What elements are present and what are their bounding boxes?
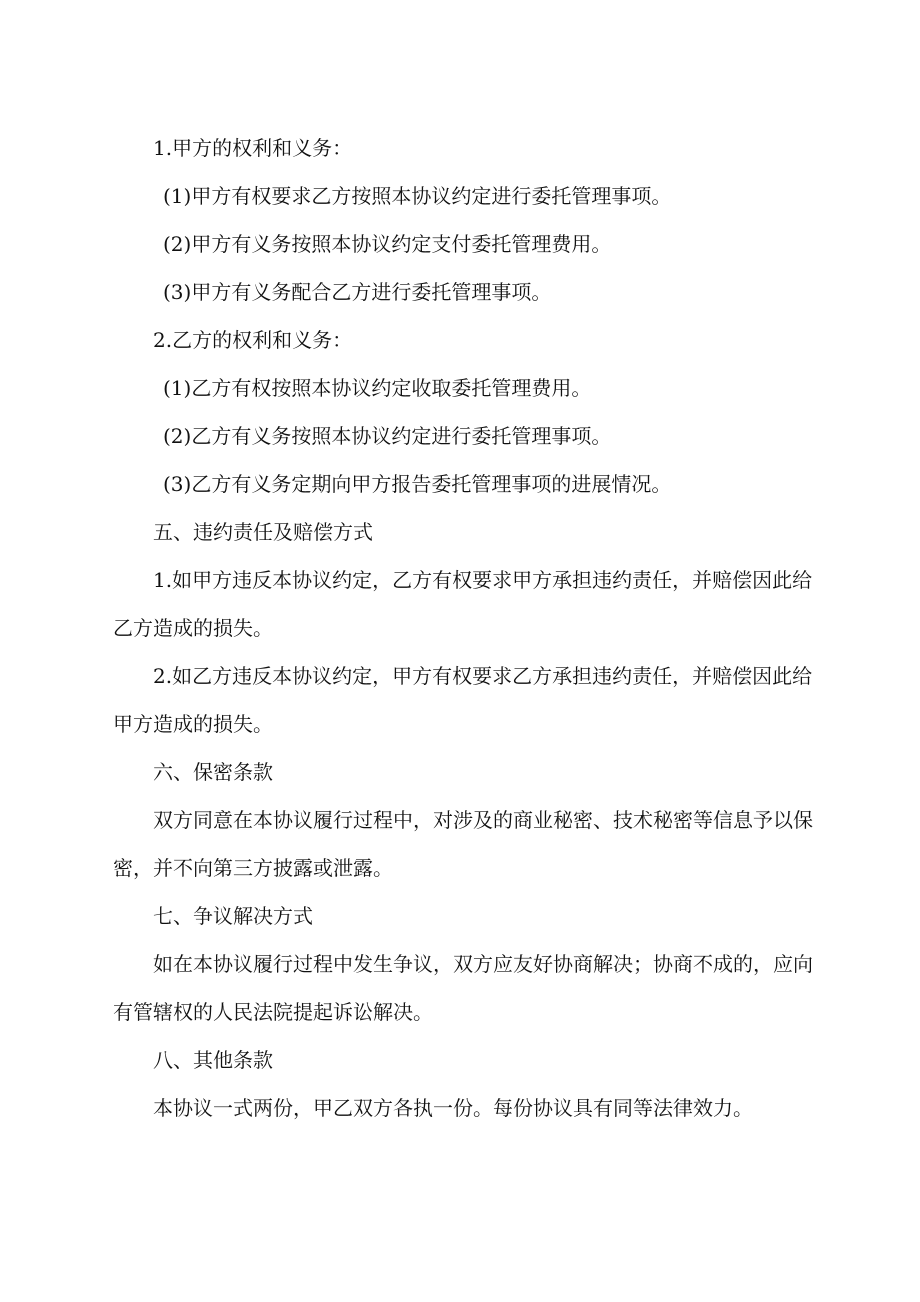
clause-party-b-item-1: (1)乙方有权按照本协议约定收取委托管理费用。 xyxy=(163,376,592,400)
clause-party-a-item-3: (3)甲方有义务配合乙方进行委托管理事项。 xyxy=(163,280,552,304)
clause-party-b-item-3: (3)乙方有义务定期向甲方报告委托管理事项的进展情况。 xyxy=(163,472,672,496)
clause-party-a-rights-heading: 1.甲方的权利和义务： xyxy=(153,136,353,160)
section-heading-dispute: 七、争议解决方式 xyxy=(153,904,313,928)
section-heading-breach: 五、违约责任及赔偿方式 xyxy=(153,520,373,544)
clause-party-b-rights-heading: 2.乙方的权利和义务： xyxy=(153,328,353,352)
clause-dispute: 如在本协议履行过程中发生争议，双方应友好协商解决；协商不成的，应向有管辖权的人民法院提起诉讼解决。 xyxy=(113,952,813,1024)
clause-confidentiality: 双方同意在本协议履行过程中，对涉及的商业秘密、技术秘密等信息予以保密，并不向第三方披露或泄露。 xyxy=(113,808,813,880)
document-body xyxy=(113,124,813,1132)
clause-party-a-item-1: (1)甲方有权要求乙方按照本协议约定进行委托管理事项。 xyxy=(163,184,672,208)
clause-breach-2: 2.如乙方违反本协议约定，甲方有权要求乙方承担违约责任，并赔偿因此给甲方造成的损失。 xyxy=(113,664,813,736)
clause-breach-1: 1.如甲方违反本协议约定，乙方有权要求甲方承担违约责任，并赔偿因此给乙方造成的损失。 xyxy=(113,568,813,640)
section-heading-confidentiality: 六、保密条款 xyxy=(153,760,273,784)
clause-party-a-item-2: (2)甲方有义务按照本协议约定支付委托管理费用。 xyxy=(163,232,612,256)
section-heading-other: 八、其他条款 xyxy=(153,1048,273,1072)
clause-party-b-item-2: (2)乙方有义务按照本协议约定进行委托管理事项。 xyxy=(163,424,612,448)
clause-other: 本协议一式两份，甲乙双方各执一份。每份协议具有同等法律效力。 xyxy=(153,1096,753,1120)
